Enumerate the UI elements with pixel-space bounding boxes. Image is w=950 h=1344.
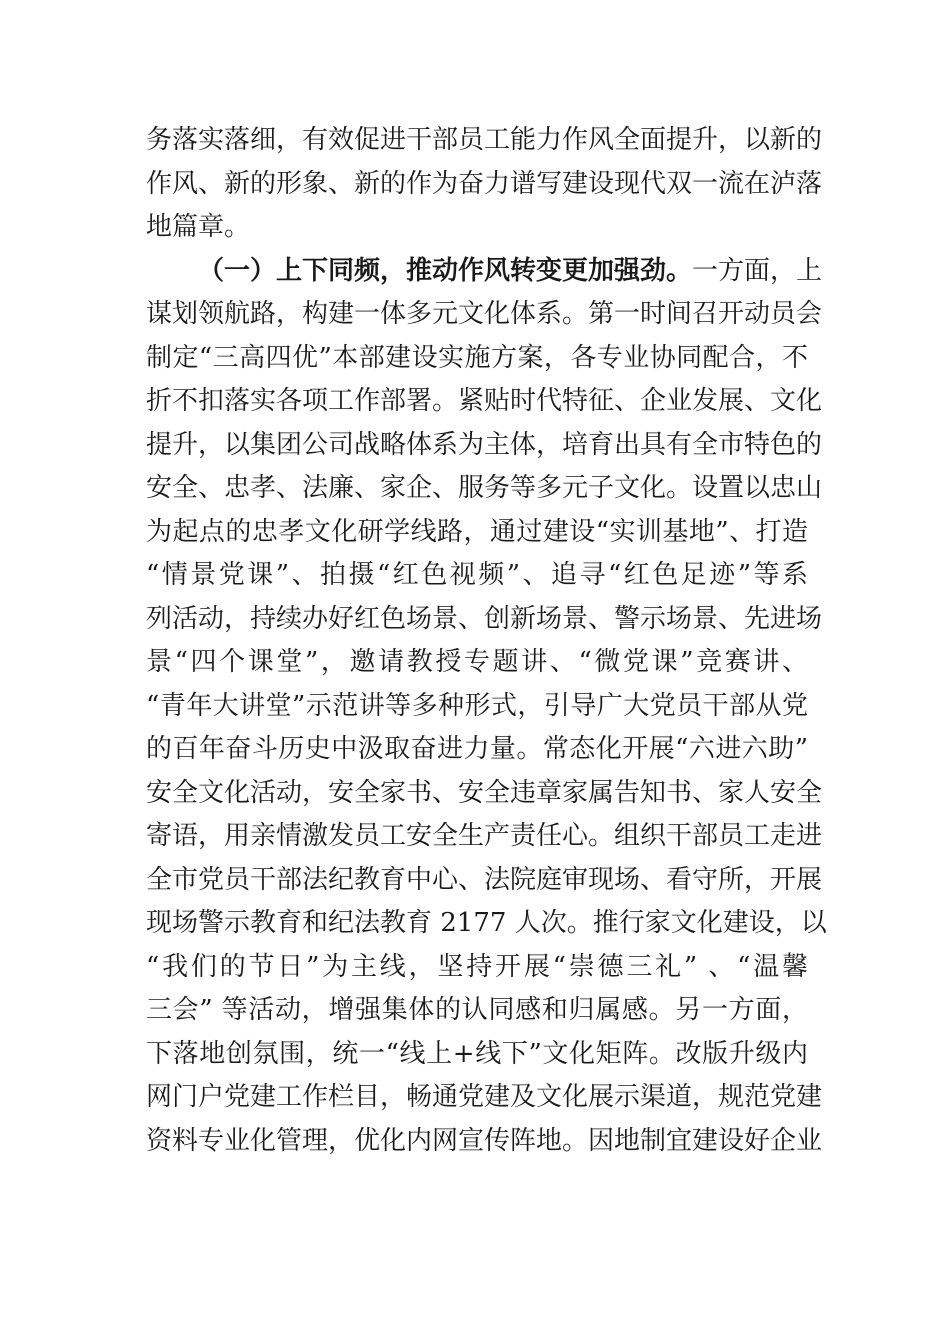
body-line: 寄语，用亲情激发员工安全生产责任心。组织干部员工走进	[146, 821, 823, 851]
body-line: 折不扣落实各项工作部署。紧贴时代特征、企业发展、文化	[146, 386, 823, 416]
body-line: 列活动，持续办好红色场景、创新场景、警示场景、先进场	[146, 604, 823, 634]
body-line: 的百年奋斗历史中汲取奋进力量。常态化开展“六进六助”	[146, 734, 808, 764]
intro-line-2: 作风、新的形象、新的作为奋力谱写建设现代双一流在泸落	[146, 169, 823, 199]
section-1-first-line	[198, 247, 823, 295]
section-1-first-line-rest: 一方面，上	[692, 256, 823, 286]
body-line: 资料专业化管理，优化内网宣传阵地。因地制宜建设好企业	[146, 1126, 823, 1156]
body-line: 提升，以集团公司战略体系为主体，培育出具有全市特色的	[146, 430, 823, 460]
body-line: “青年大讲堂”示范讲等多种形式，引导广大党员干部从党	[146, 691, 808, 721]
body-line: 网门户党建工作栏目，畅通党建及文化展示渠道，规范党建	[146, 1082, 823, 1112]
intro-line-1: 务落实落细，有效促进干部员工能力作风全面提升，以新的	[146, 125, 823, 155]
body-line: “我们的节日”为主线，坚持开展“崇德三礼” 、“温馨	[146, 952, 808, 982]
body-line: 景“四个课堂”，邀请教授专题讲、“微党课”竞赛讲、	[146, 647, 808, 677]
body-line: 三会” 等活动，增强集体的认同感和归属感。另一方面，	[146, 995, 808, 1025]
body-line: “情景党课”、拍摄“红色视频”、追寻“红色足迹”等系	[146, 560, 808, 590]
body-line: 谋划领航路，构建一体多元文化体系。第一时间召开动员会	[146, 299, 823, 329]
body-line: 安全文化活动，安全家书、安全违章家属告知书、家人安全	[146, 778, 823, 808]
body-line: 现场警示教育和纪法教育 2177 人次。推行家文化建设，以	[146, 908, 827, 938]
body-line: 为起点的忠孝文化研学线路，通过建设“实训基地”、打造	[146, 517, 808, 547]
body-line: 下落地创氛围，统一“线上+线下”文化矩阵。改版升级内	[146, 1039, 808, 1069]
section-1-heading: （一）上下同频，推动作风转变更加强劲。	[198, 256, 693, 286]
body-line: 制定“三高四优”本部建设实施方案，各专业协同配合，不	[146, 343, 808, 373]
body-line: 全市党员干部法纪教育中心、法院庭审现场、看守所，开展	[146, 865, 823, 895]
intro-line-3: 地篇章。	[146, 212, 251, 242]
body-line: 安全、忠孝、法廉、家企、服务等多元子文化。设置以忠山	[146, 473, 823, 503]
